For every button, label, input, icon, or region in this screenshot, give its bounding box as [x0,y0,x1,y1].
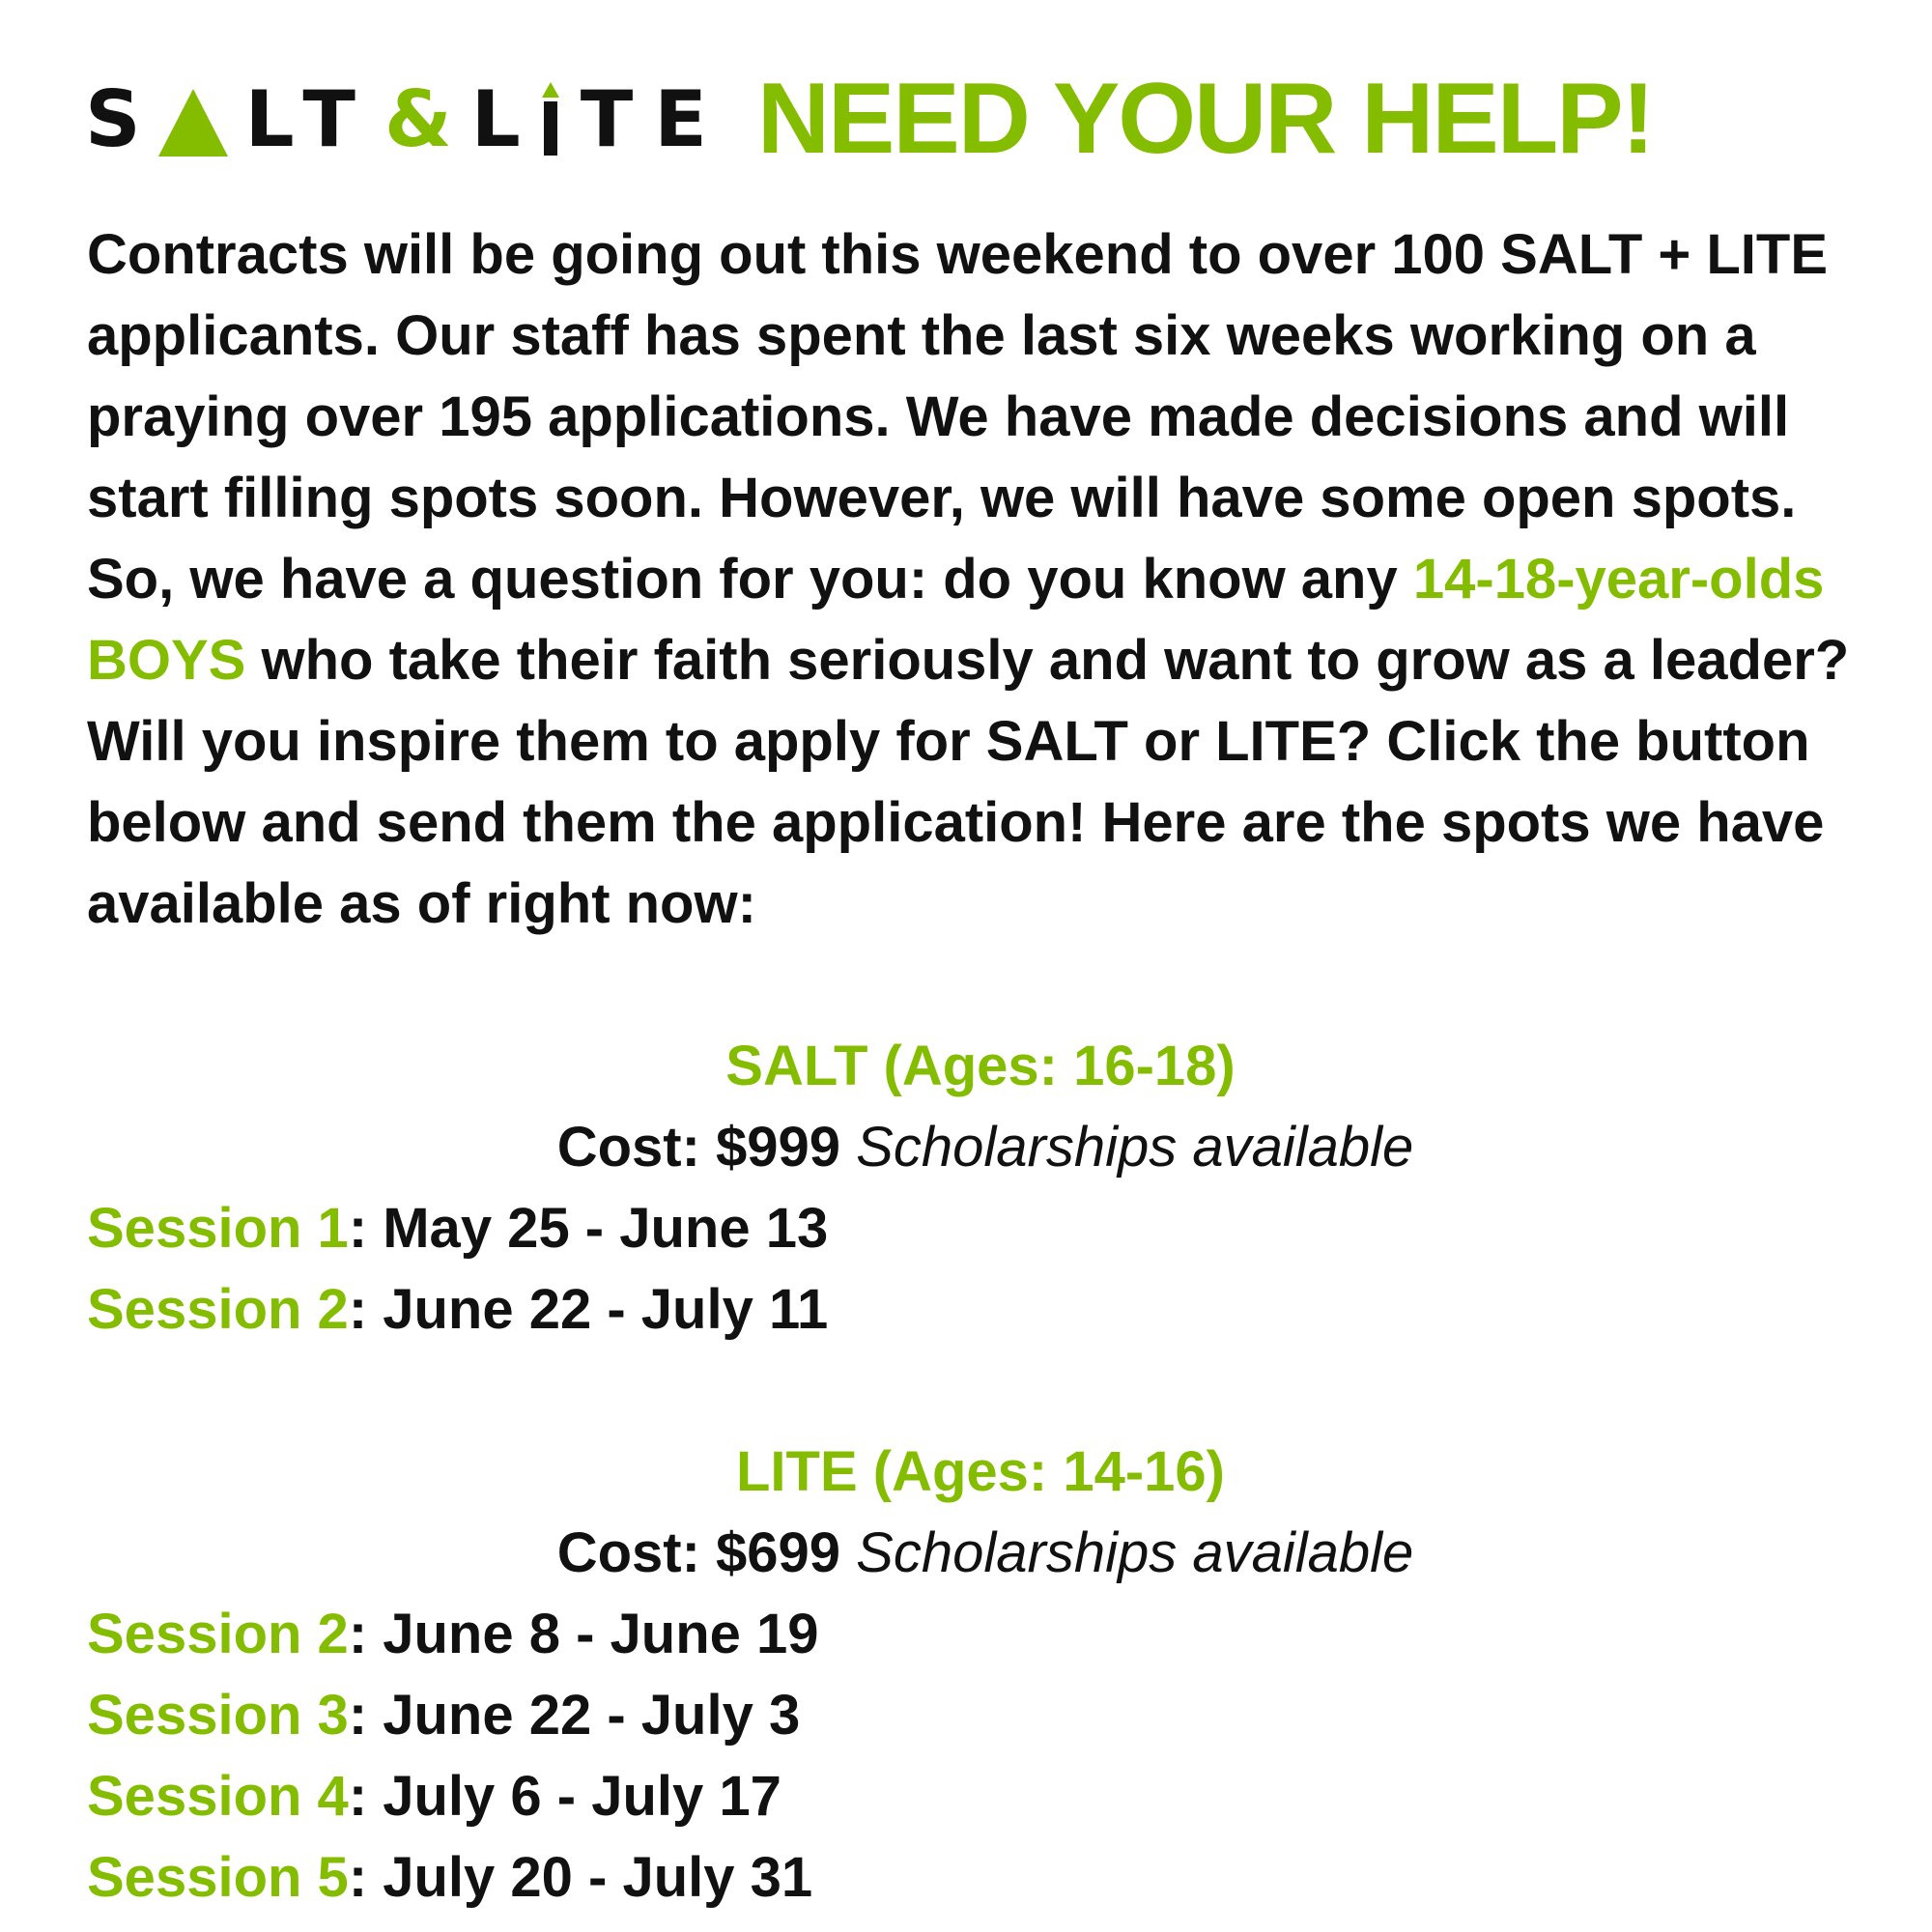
session-row [87,1594,1884,1675]
logo-salt-rest: LT [244,73,377,164]
session-label: Session 3 [87,1684,349,1747]
session-dates: : July 20 - July 31 [348,1846,813,1909]
logo-ampersand: & [384,73,452,164]
intro-highlight: 14-18-year-olds BOYS [87,548,1825,692]
session-row [87,1837,1884,1918]
salt-program [87,1026,1884,1350]
logo-lite-rest: TE [580,73,728,164]
session-row [87,1675,1884,1756]
program-cost [87,1107,1884,1188]
session-dates: : June 8 - June 19 [348,1603,819,1665]
logo-salt [85,74,377,164]
session-dates: : May 25 - June 13 [348,1197,829,1260]
session-label: Session 1 [87,1197,349,1260]
intro-text-part2: who take their faith seriously and want to grow as a leader? Will you inspire them to apply for SALT or LITE? Click the button below and send them the application! Here are the spots we have available as of right now: [87,629,1850,935]
cost-note: Scholarships available [856,1521,1414,1584]
program-cost [87,1513,1884,1594]
logo-salt-s: S [85,73,162,164]
lite-program [87,1432,1884,1918]
session-label: Session 2 [87,1278,349,1341]
program-title: LITE (Ages: 14-16) [736,1440,1225,1503]
logo-lite-l: L [470,73,542,164]
session-label: Session 4 [87,1765,349,1828]
cost-note: Scholarships available [856,1116,1414,1179]
session-label: Session 5 [87,1846,349,1909]
session-dates: : July 6 - July 17 [348,1765,781,1828]
salt-and-lite-logo [85,74,728,164]
tree-triangle-icon [158,89,228,156]
session-row [87,1756,1884,1837]
session-dates: : June 22 - July 11 [348,1278,829,1341]
intro-text-part1: Contracts will be going out this weekend to over 100 SALT + LITE applicants. Our staff has spent the last six weeks working on a praying over 195 applications. We have made decisions and will start filling spots soon. However, we will have some open spots. So, we have a question for you: do you know any [87,223,1829,611]
session-row [87,1269,1884,1350]
header [85,56,1653,182]
cost-value: Cost: $999 [556,1116,841,1179]
program-title: SALT (Ages: 16-18) [725,1035,1236,1097]
headline: NEED YOUR HELP! [756,62,1654,175]
logo-lite [471,74,728,164]
session-row [87,1188,1884,1269]
intro-paragraph [87,214,1884,945]
session-label: Session 2 [87,1603,349,1665]
session-dates: : June 22 - July 3 [348,1684,801,1747]
tree-i-icon [542,82,559,156]
cost-value: Cost: $699 [556,1521,841,1584]
